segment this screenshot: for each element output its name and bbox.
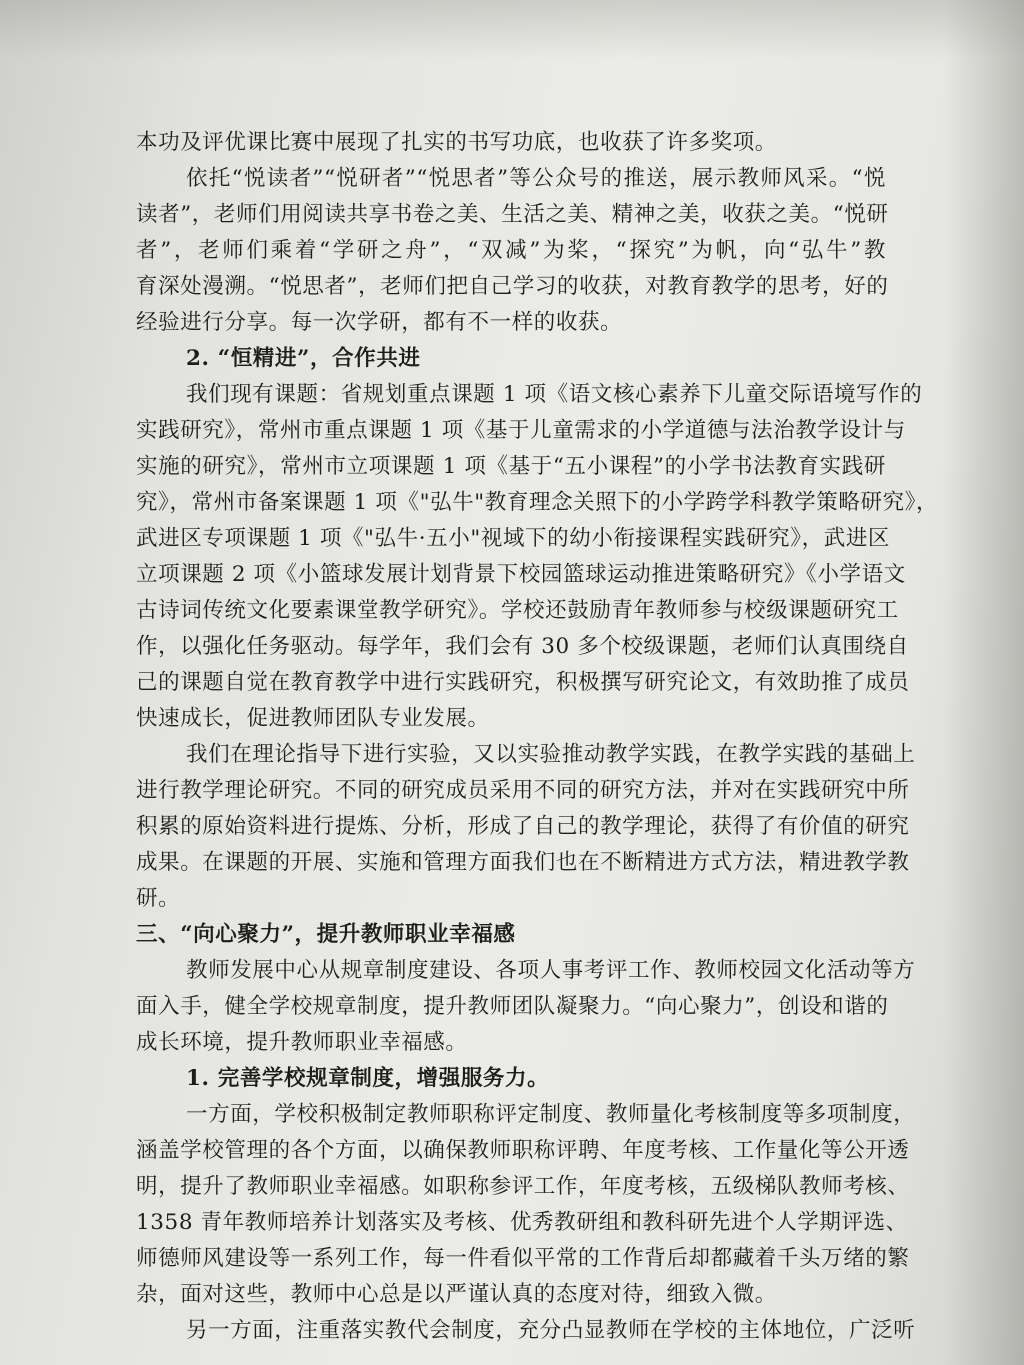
text-line: 己的课题自觉在教育教学中进行实践研究，积极撰写研究论文，有效助推了成员 bbox=[136, 670, 910, 695]
text-line: 经验进行分享。每一次学研，都有不一样的收获。 bbox=[136, 310, 623, 335]
text-line: 杂，面对这些，教师中心总是以严谨认真的态度对待，细致入微。 bbox=[136, 1282, 777, 1307]
text-line: 究》，常州市备案课题 1 项《"弘牛"教育理念关照下的小学跨学科教学策略研究》， bbox=[136, 490, 939, 515]
text-line: 1358 青年教师培养计划落实及考核、优秀教研组和教科研先进个人学期评选、 bbox=[136, 1210, 908, 1235]
document-body bbox=[136, 125, 939, 1349]
text-line: 读者”，老师们用阅读共享书卷之美、生活之美、精神之美，收获之美。“悦研 bbox=[136, 202, 889, 227]
section-subheading: 1. 完善学校规章制度，增强服务力。 bbox=[186, 1066, 550, 1091]
text-line: 育深处漫溯。“悦思者”，老师们把自己学习的收获，对教育教学的思考，好的 bbox=[136, 274, 889, 299]
text-line: 古诗词传统文化要素课堂教学研究》。学校还鼓励青年教师参与校级课题研究工 bbox=[136, 598, 899, 623]
text-line: 快速成长，促进教师团队专业发展。 bbox=[136, 706, 490, 731]
text-line: 成长环境，提升教师职业幸福感。 bbox=[136, 1030, 468, 1055]
text-line: 立项课题 2 项《小篮球发展计划背景下校园篮球运动推进策略研究》《小学语文 bbox=[136, 562, 906, 587]
text-line: 一方面，学校积极制定教师职称评定制度、教师量化考核制度等多项制度， bbox=[186, 1102, 916, 1127]
text-line: 作，以强化任务驱动。每学年，我们会有 30 多个校级课题，老师们认真围绕自 bbox=[136, 634, 909, 659]
text-line: 面入手，健全学校规章制度，提升教师团队凝聚力。“向心聚力”，创设和谐的 bbox=[136, 994, 889, 1019]
page-shadow-top bbox=[0, 0, 1024, 60]
text-line: 明，提升了教师职业幸福感。如职称参评工作，年度考核，五级梯队教师考核、 bbox=[136, 1174, 910, 1199]
text-line: 我们在理论指导下进行实验，又以实验推动教学实践，在教学实践的基础上 bbox=[186, 742, 916, 767]
text-line: 另一方面，注重落实教代会制度，充分凸显教师在学校的主体地位，广泛听 bbox=[186, 1318, 916, 1343]
text-line: 本功及评优课比赛中展现了扎实的书写功底，也收获了许多奖项。 bbox=[136, 130, 777, 155]
text-line: 师德师风建设等一系列工作，每一件看似平常的工作背后却都藏着千头万绪的繁 bbox=[136, 1246, 910, 1271]
text-line: 积累的原始资料进行提炼、分析，形成了自己的教学理论，获得了有价值的研究 bbox=[136, 814, 910, 839]
section-subheading: 2. “恒精进”，合作共进 bbox=[186, 346, 421, 371]
text-line: 实施的研究》，常州市立项课题 1 项《基于“五小课程”的小学书法教育实践研 bbox=[136, 454, 886, 479]
text-line: 武进区专项课题 1 项《"弘牛·五小"视域下的幼小衔接课程实践研究》，武进区 bbox=[136, 526, 891, 551]
text-line: 实践研究》，常州市重点课题 1 项《基于儿童需求的小学道德与法治教学设计与 bbox=[136, 418, 906, 443]
text-line: 涵盖学校管理的各个方面，以确保教师职称评聘、年度考核、工作量化等公开透 bbox=[136, 1138, 910, 1163]
text-line: 我们现有课题：省规划重点课题 1 项《语文核心素养下儿童交际语境写作的 bbox=[186, 382, 923, 407]
section-heading: 三、“向心聚力”，提升教师职业幸福感 bbox=[136, 922, 516, 947]
text-line: 进行教学理论研究。不同的研究成员采用不同的研究方法，并对在实践研究中所 bbox=[136, 778, 910, 803]
text-line: 研。 bbox=[136, 886, 181, 911]
text-line: 成果。在课题的开展、实施和管理方面我们也在不断精进方式方法，精进教学教 bbox=[136, 850, 910, 875]
text-line: 者”，老师们乘着“学研之舟”，“双减”为桨，“探究”为帆，向“弘牛”教 bbox=[136, 238, 886, 263]
page-shadow-right bbox=[944, 0, 1024, 1365]
text-line: 教师发展中心从规章制度建设、各项人事考评工作、教师校园文化活动等方 bbox=[186, 958, 916, 983]
text-line: 依托“悦读者”“悦研者”“悦思者”等公众号的推送，展示教师风采。“悦 bbox=[186, 166, 886, 191]
